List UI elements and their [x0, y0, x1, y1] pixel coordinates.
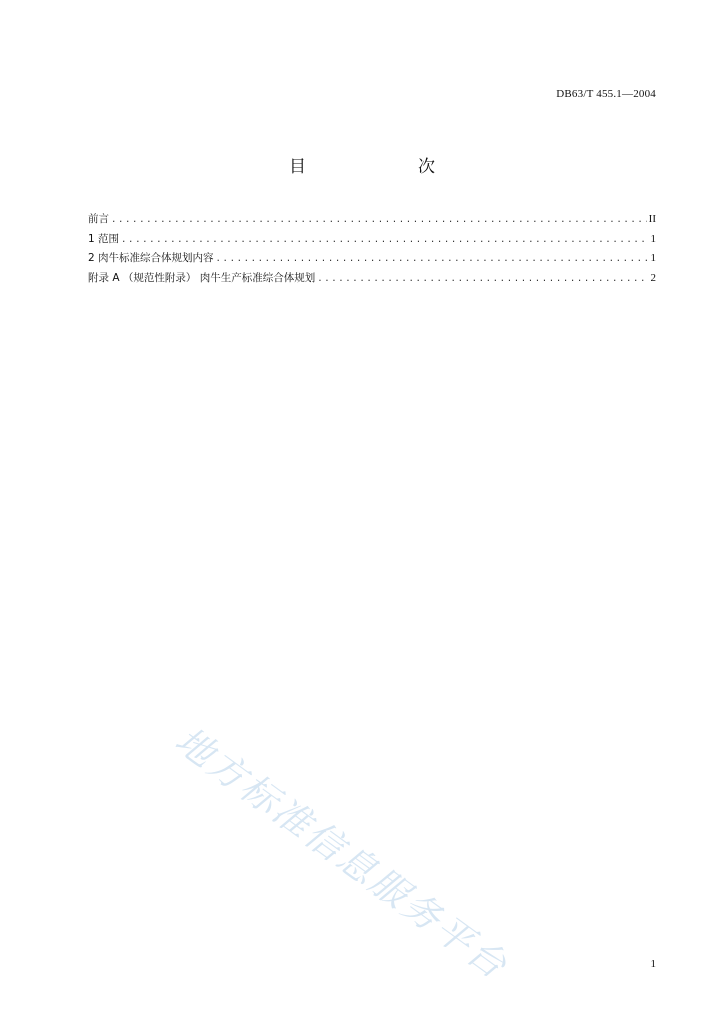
toc-dot-leader — [216, 250, 649, 270]
toc-dot-leader — [111, 211, 647, 231]
toc-entry-scope[interactable] — [88, 230, 656, 250]
standard-code: DB63/T 455.1—2004 — [556, 88, 656, 100]
toc-entry-label: 2 肉牛标准综合体规划内容 — [88, 252, 214, 264]
toc-entry-page: 1 — [650, 232, 656, 245]
toc-entry-page: II — [648, 213, 656, 225]
toc-entry-annex-a[interactable] — [88, 269, 656, 289]
toc-entry-page: 1 — [650, 252, 656, 264]
watermark-text: 地方标准信息服务平台 — [167, 718, 517, 989]
toc-title: 目 次 — [289, 157, 461, 177]
toc-entry-label: 附录 A （规范性附录） 肉牛生产标准综合体规划 — [88, 271, 316, 284]
toc-dot-leader — [121, 231, 648, 251]
toc-entry-foreword[interactable] — [88, 210, 656, 230]
toc-entry-page: 2 — [650, 271, 656, 284]
table-of-contents — [88, 210, 656, 288]
toc-entry-label: 前言 — [88, 213, 109, 225]
toc-dot-leader — [317, 270, 648, 290]
page-number: 1 — [650, 958, 656, 970]
toc-entry-label: 1 范围 — [88, 232, 120, 245]
toc-entry-planning-content[interactable] — [88, 249, 656, 269]
